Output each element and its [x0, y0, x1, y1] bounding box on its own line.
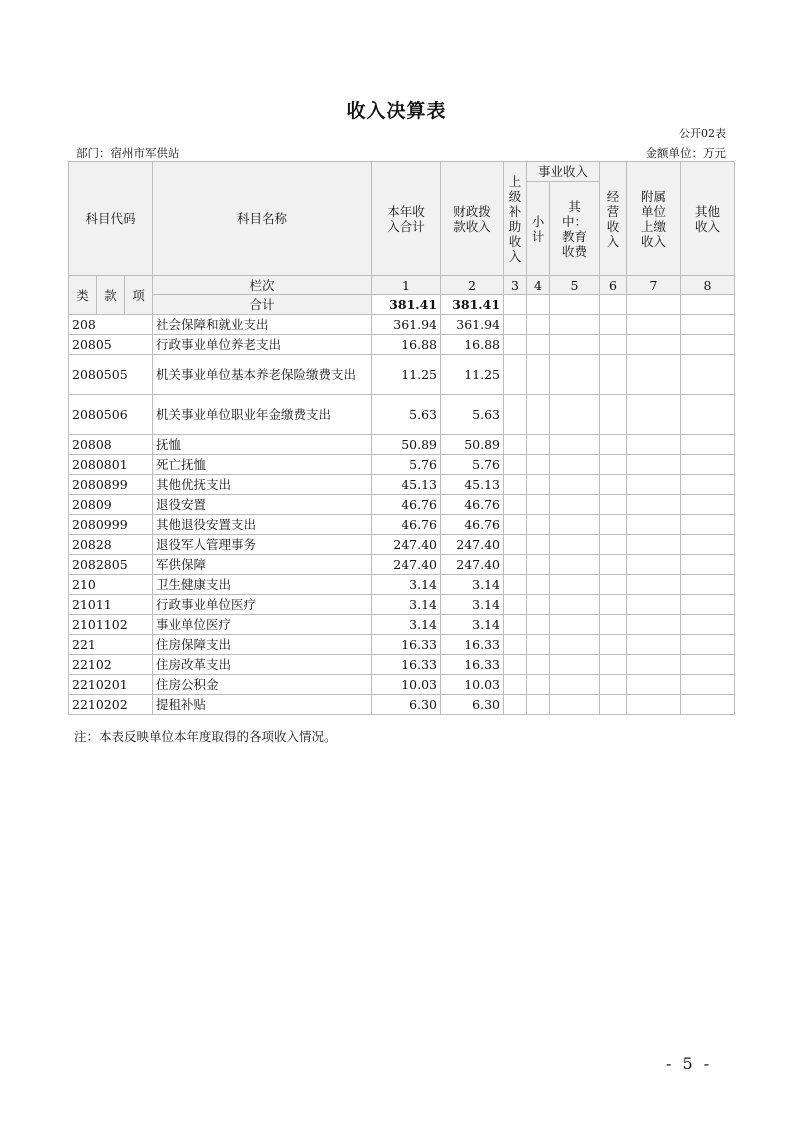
table-row [69, 435, 735, 455]
table-row [69, 315, 735, 335]
empty-cell [627, 455, 681, 475]
total-income-cell: 5.76 [372, 455, 441, 475]
empty-cell [627, 655, 681, 675]
empty-cell [627, 315, 681, 335]
subject-name-cell: 其他退役安置支出 [153, 515, 372, 535]
empty-cell [504, 635, 527, 655]
table-row [69, 555, 735, 575]
empty-cell [681, 695, 735, 715]
empty-cell [627, 695, 681, 715]
table-row [69, 535, 735, 555]
total-income-cell: 46.76 [372, 515, 441, 535]
empty-cell [504, 575, 527, 595]
total-income-cell: 11.25 [372, 355, 441, 395]
empty-cell [504, 595, 527, 615]
fiscal-income-cell: 6.30 [441, 695, 504, 715]
header-business-income: 事业收入 [527, 162, 600, 182]
subject-code-cell: 22102 [69, 655, 153, 675]
column-number: 7 [627, 276, 681, 295]
empty-cell [627, 335, 681, 355]
empty-cell [550, 515, 600, 535]
total-income-cell: 247.40 [372, 535, 441, 555]
income-final-accounts-table [68, 161, 735, 715]
empty-cell [550, 575, 600, 595]
subject-code-cell: 2080999 [69, 515, 153, 535]
empty-cell [600, 695, 627, 715]
empty-cell [600, 475, 627, 495]
empty-cell [527, 615, 550, 635]
empty-cell [527, 655, 550, 675]
subject-name-cell: 机关事业单位基本养老保险缴费支出 [153, 355, 372, 395]
empty-cell [600, 615, 627, 635]
empty-cell [600, 315, 627, 335]
fiscal-income-cell: 10.03 [441, 675, 504, 695]
header-lei: 类 [69, 276, 97, 315]
empty-cell [550, 315, 600, 335]
fiscal-income-cell: 16.88 [441, 335, 504, 355]
subject-code-cell: 2210201 [69, 675, 153, 695]
empty-cell [504, 475, 527, 495]
empty-cell [627, 475, 681, 495]
total-income-cell: 16.88 [372, 335, 441, 355]
fiscal-income-cell: 46.76 [441, 515, 504, 535]
subject-code-cell: 20809 [69, 495, 153, 515]
empty-cell [527, 675, 550, 695]
total-income-cell: 361.94 [372, 315, 441, 335]
total-income-cell: 16.33 [372, 655, 441, 675]
empty-cell [600, 595, 627, 615]
empty-cell [681, 335, 735, 355]
subject-name-cell: 行政事业单位养老支出 [153, 335, 372, 355]
empty-cell [681, 495, 735, 515]
department-label: 部门：宿州市军供站 [76, 146, 180, 160]
table-body [69, 315, 735, 715]
empty-cell [600, 355, 627, 395]
header-education-fee: 其中：教育收费 [550, 182, 600, 276]
column-number: 1 [372, 276, 441, 295]
total-income-cell: 3.14 [372, 615, 441, 635]
empty-cell [504, 515, 527, 535]
fiscal-income-cell: 46.76 [441, 495, 504, 515]
fiscal-income-cell: 247.40 [441, 535, 504, 555]
empty-cell [600, 635, 627, 655]
empty-cell [504, 335, 527, 355]
empty-cell [550, 435, 600, 455]
empty-cell [681, 355, 735, 395]
empty-cell [600, 535, 627, 555]
subject-code-cell: 2101102 [69, 615, 153, 635]
subject-code-cell: 208 [69, 315, 153, 335]
empty-cell [681, 535, 735, 555]
total-income-cell: 10.03 [372, 675, 441, 695]
subject-code-cell: 2080505 [69, 355, 153, 395]
empty-cell [550, 495, 600, 515]
total-income-cell: 50.89 [372, 435, 441, 455]
empty-cell [527, 335, 550, 355]
empty-cell [504, 435, 527, 455]
table-row [69, 675, 735, 695]
table-row [69, 615, 735, 635]
subject-name-cell: 退役军人管理事务 [153, 535, 372, 555]
subject-code-cell: 20808 [69, 435, 153, 455]
total-income-cell: 46.76 [372, 495, 441, 515]
header-subject-name: 科目名称 [153, 162, 372, 276]
empty-cell [550, 615, 600, 635]
document-title: 收入决算表 [346, 100, 447, 122]
header-superior-subsidy: 上级补助收入 [504, 162, 527, 276]
fiscal-income-cell: 3.14 [441, 575, 504, 595]
empty-cell [550, 455, 600, 475]
empty-cell [504, 555, 527, 575]
empty-cell [504, 655, 527, 675]
empty-cell [681, 575, 735, 595]
empty-cell [504, 355, 527, 395]
form-code: 公开02表 [679, 127, 726, 140]
subject-name-cell: 死亡抚恤 [153, 455, 372, 475]
empty-cell [527, 475, 550, 495]
column-index-label: 栏次 [153, 276, 372, 295]
fiscal-income-cell: 3.14 [441, 615, 504, 635]
empty-cell [600, 335, 627, 355]
subject-name-cell: 社会保障和就业支出 [153, 315, 372, 335]
empty-cell [527, 355, 550, 395]
empty-cell [627, 575, 681, 595]
total-income-cell: 45.13 [372, 475, 441, 495]
empty-cell [550, 395, 600, 435]
empty-cell [527, 515, 550, 535]
empty-cell [550, 655, 600, 675]
subject-name-cell: 其他优抚支出 [153, 475, 372, 495]
empty-cell [681, 675, 735, 695]
subject-name-cell: 抚恤 [153, 435, 372, 455]
empty-cell [627, 535, 681, 555]
empty-cell [600, 435, 627, 455]
empty-cell [600, 675, 627, 695]
empty-cell [627, 395, 681, 435]
fiscal-income-cell: 247.40 [441, 555, 504, 575]
total-income-cell: 5.63 [372, 395, 441, 435]
subject-name-cell: 退役安置 [153, 495, 372, 515]
empty-cell [600, 515, 627, 535]
fiscal-income-cell: 3.14 [441, 595, 504, 615]
subject-code-cell: 2080801 [69, 455, 153, 475]
empty-cell [681, 475, 735, 495]
header-other-income: 其他收入 [681, 162, 735, 276]
empty-cell [681, 635, 735, 655]
table-row [69, 595, 735, 615]
column-number: 4 [527, 276, 550, 295]
empty-cell [681, 515, 735, 535]
subject-name-cell: 住房改革支出 [153, 655, 372, 675]
empty-cell [627, 635, 681, 655]
fiscal-income-cell: 5.63 [441, 395, 504, 435]
empty-cell [627, 595, 681, 615]
subject-code-cell: 210 [69, 575, 153, 595]
total-income-cell: 3.14 [372, 575, 441, 595]
empty-cell [527, 315, 550, 335]
empty-cell [527, 695, 550, 715]
empty-cell [550, 595, 600, 615]
table-row [69, 695, 735, 715]
fiscal-income-cell: 50.89 [441, 435, 504, 455]
subject-code-cell: 2080899 [69, 475, 153, 495]
subject-code-cell: 20828 [69, 535, 153, 555]
page-number: - 5 - [666, 1054, 713, 1073]
empty-cell [600, 575, 627, 595]
table-note: 注：本表反映单位本年度取得的各项收入情况。 [74, 729, 337, 744]
total-income-cell: 3.14 [372, 595, 441, 615]
empty-cell [504, 675, 527, 695]
subject-name-cell: 行政事业单位医疗 [153, 595, 372, 615]
table-row [69, 355, 735, 395]
empty-cell [504, 395, 527, 435]
empty-cell [627, 615, 681, 635]
empty-cell [627, 495, 681, 515]
empty-cell [504, 495, 527, 515]
empty-cell [550, 695, 600, 715]
total-income-cell: 16.33 [372, 635, 441, 655]
empty-cell [550, 675, 600, 695]
empty-cell [550, 335, 600, 355]
table-row [69, 495, 735, 515]
empty-cell [627, 355, 681, 395]
subject-code-cell: 21011 [69, 595, 153, 615]
empty-cell [527, 575, 550, 595]
table-row [69, 455, 735, 475]
fiscal-income-cell: 361.94 [441, 315, 504, 335]
header-subtotal: 小计 [527, 182, 550, 276]
empty-cell [550, 535, 600, 555]
empty-cell [600, 395, 627, 435]
empty-cell [527, 395, 550, 435]
header-total-income: 本年收入合计 [372, 162, 441, 276]
empty-cell [600, 455, 627, 475]
empty-cell [681, 315, 735, 335]
empty-cell [504, 315, 527, 335]
subject-code-cell: 2080506 [69, 395, 153, 435]
fiscal-income-cell: 45.13 [441, 475, 504, 495]
subject-name-cell: 住房公积金 [153, 675, 372, 695]
table-row [69, 335, 735, 355]
table-row [69, 635, 735, 655]
total-income-cell: 6.30 [372, 695, 441, 715]
empty-cell [504, 695, 527, 715]
table-row [69, 575, 735, 595]
amount-unit-label: 金额单位：万元 [645, 146, 726, 160]
table-row [69, 655, 735, 675]
empty-cell [681, 615, 735, 635]
header-affiliated-income: 附属单位上缴收入 [627, 162, 681, 276]
empty-cell [550, 355, 600, 395]
empty-cell [681, 435, 735, 455]
column-number: 2 [441, 276, 504, 295]
fiscal-income-cell: 5.76 [441, 455, 504, 475]
empty-cell [550, 635, 600, 655]
table-row [69, 395, 735, 435]
empty-cell [600, 555, 627, 575]
table-row [69, 475, 735, 495]
empty-cell [681, 455, 735, 475]
subject-name-cell: 卫生健康支出 [153, 575, 372, 595]
empty-cell [527, 595, 550, 615]
fiscal-income-cell: 16.33 [441, 635, 504, 655]
subject-code-cell: 2082805 [69, 555, 153, 575]
header-kuan: 款 [97, 276, 125, 315]
subject-code-cell: 20805 [69, 335, 153, 355]
subject-name-cell: 提租补贴 [153, 695, 372, 715]
column-number: 5 [550, 276, 600, 295]
subject-code-cell: 2210202 [69, 695, 153, 715]
empty-cell [627, 675, 681, 695]
subject-code-cell: 221 [69, 635, 153, 655]
header-operating-income: 经营收入 [600, 162, 627, 276]
empty-cell [627, 515, 681, 535]
total-row-fiscal: 381.41 [441, 295, 504, 315]
subject-name-cell: 住房保障支出 [153, 635, 372, 655]
empty-cell [527, 555, 550, 575]
empty-cell [600, 495, 627, 515]
table-header [69, 162, 735, 315]
empty-cell [550, 555, 600, 575]
header-subject-code: 科目代码 [69, 162, 153, 276]
empty-cell [681, 655, 735, 675]
empty-cell [504, 535, 527, 555]
column-number: 8 [681, 276, 735, 295]
fiscal-income-cell: 11.25 [441, 355, 504, 395]
header-fiscal-income: 财政拨款收入 [441, 162, 504, 276]
total-row-label: 合计 [153, 295, 372, 315]
empty-cell [527, 535, 550, 555]
empty-cell [527, 435, 550, 455]
column-number: 6 [600, 276, 627, 295]
empty-cell [681, 555, 735, 575]
fiscal-income-cell: 16.33 [441, 655, 504, 675]
subject-name-cell: 事业单位医疗 [153, 615, 372, 635]
empty-cell [681, 395, 735, 435]
subject-name-cell: 军供保障 [153, 555, 372, 575]
empty-cell [527, 495, 550, 515]
empty-cell [627, 555, 681, 575]
empty-cell [681, 595, 735, 615]
table-row [69, 515, 735, 535]
empty-cell [627, 435, 681, 455]
subject-name-cell: 机关事业单位职业年金缴费支出 [153, 395, 372, 435]
total-income-cell: 247.40 [372, 555, 441, 575]
column-number: 3 [504, 276, 527, 295]
empty-cell [504, 455, 527, 475]
empty-cell [527, 635, 550, 655]
empty-cell [550, 475, 600, 495]
total-row-value: 381.41 [372, 295, 441, 315]
header-xiang: 项 [125, 276, 153, 315]
empty-cell [504, 615, 527, 635]
empty-cell [527, 455, 550, 475]
empty-cell [600, 655, 627, 675]
